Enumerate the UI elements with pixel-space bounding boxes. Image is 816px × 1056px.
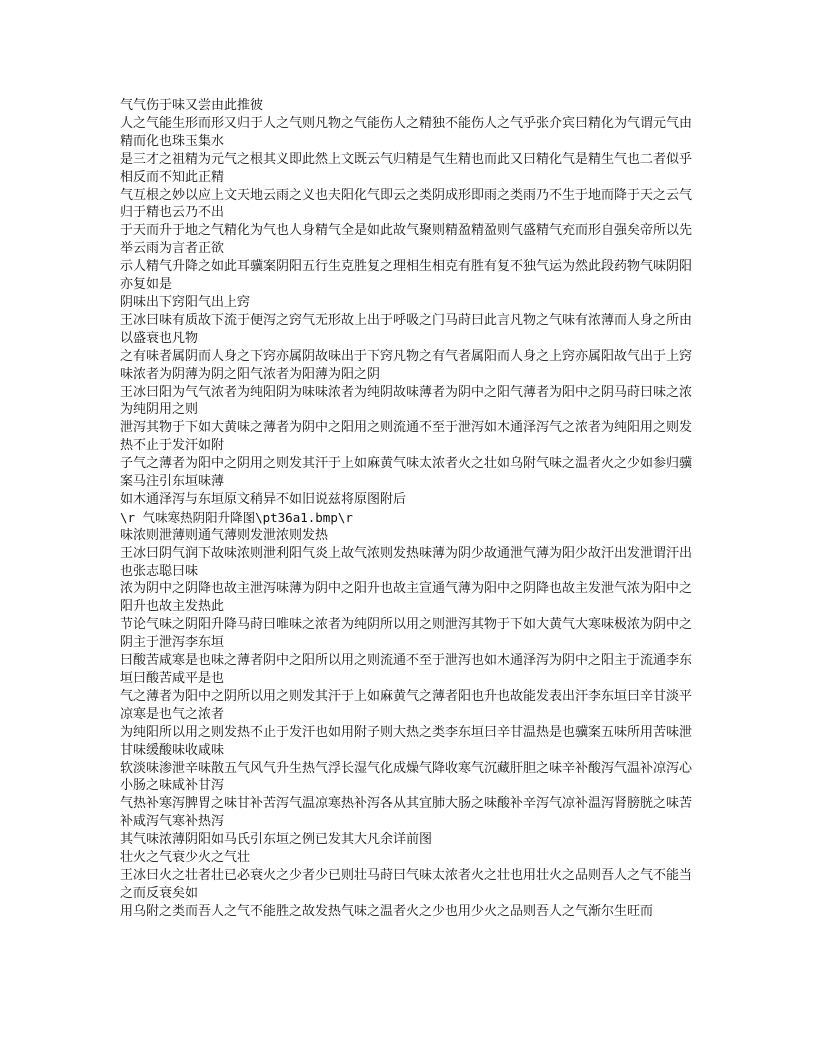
text-line: 于天而升于地之气精化为气也人身精气全是如此故气聚则精盈精盈则气盛精气充而形自强矣帝所以先举云雨为言者正欲 (120, 223, 693, 257)
text-line: 王冰曰阴气润下故味浓则泄利阳气炎上故气浓则发热味薄为阴少故通泄气薄为阳少故汗出发泄谓汗出也张志聪曰味 (120, 545, 693, 579)
text-line: 王冰曰味有质故下流于便泻之窍气无形故上出于呼吸之门马莳曰此言凡物之气味有浓薄而人身之所由以盛衰也凡物 (120, 312, 693, 346)
text-line: 王冰曰阳为气气浓者为纯阳阴为味味浓者为纯阴故味薄者为阴中之阳气薄者为阳中之阴马莳曰味之浓为纯阴用之则 (120, 384, 693, 418)
text-line: 气热补寒泻脾胃之味甘补苦泻气温凉寒热补泻各从其宜肺大肠之味酸补辛泻气凉补温泻肾膀胱之味苦补咸泻气寒补热泻 (120, 796, 693, 830)
text-line: 如木通泽泻与东垣原文稍异不如旧说兹将原图附后 (120, 491, 407, 507)
text-line: 泄泻其物于下如大黄味之薄者为阴中之阳用之则流通不至于泄泻如木通泽泻气之浓者为纯阳用之则发热不止于发汗如附 (120, 420, 693, 454)
text-line: 之有味者属阴而人身之下窍亦属阴故味出于下窍凡物之有气者属阳而人身之上窍亦属阳故气出于上窍 (120, 348, 693, 364)
text-line: 用乌附之类而吾人之气不能胜之故发热气味之温者火之少也用少火之品则吾人之气渐尔生旺而 (120, 903, 654, 919)
text-line: 气之薄者为阳中之阴所以用之则发其汗于上如麻黄气之薄者阳也升也故能发表出汗李东垣曰辛甘淡平凉寒是也气之浓者 (120, 688, 693, 722)
text-line: 曰酸苦咸寒是也味之薄者阴中之阳所以用之则流通不至于泄泻也如木通泽泻为阴中之阳主于流通李东垣曰酸苦咸平是也 (120, 653, 693, 686)
section-heading: 味浓则泄薄则通气薄则发泄浓则发热 (120, 527, 329, 543)
text-line: 是三才之祖精为元气之根其义即此然上文既云气归精是气生精也而此又曰精化气是精生气也二者似乎相反而不知此正精 (120, 151, 693, 185)
text-line: 子气之薄者为阳中之阴用之则发其汗于上如麻黄气味太浓者火之壮如乌附气味之温者火之少如参归骥案马注引东垣味薄 (120, 456, 693, 490)
text-line: 气气伤于味又尝由此推彼 (120, 98, 264, 113)
text-line: 软淡味渗泄辛味散五气风气升生热气浮长湿气化成燥气降收寒气沉藏肝胆之味辛补酸泻气温补凉泻心小肠之味咸补甘泻 (120, 760, 693, 794)
text-line: 人之气能生形而形又归于人之气则凡物之气能伤人之精独不能伤人之气乎张介宾曰精化为气谓元气由精而化也珠玉集水 (120, 115, 693, 149)
section-heading: 阴味出下窍阳气出上窍 (120, 294, 251, 310)
text-line: 王冰曰火之壮者壮已必衰火之少者少已则壮马莳曰气味太浓者火之壮也用壮火之品则吾人之气不能当之而反衰矣如 (120, 867, 693, 901)
figure-reference: \r 气味寒热阴阳升降图\pt36a1.bmp\r (120, 509, 353, 525)
text-line: 浓为阴中之阴降也故主泄泻味薄为阴中之阳升也故主宣通气薄为阳中之阴降也故主发泄气浓为阳中之阳升也故主发热此 (120, 581, 693, 615)
text-line: 为纯阳所以用之则发热不止于发汗也如用附子则大热之类李东垣曰辛甘温热是也骥案五味所用苦味泄甘味缓酸味收咸味 (120, 724, 693, 758)
document-page (120, 97, 698, 921)
text-line: 示人精气升降之如此耳骥案阴阳五行生克胜复之理相生相克有胜有复不独气运为然此段药物气味阴阳亦复如是 (120, 259, 693, 293)
text-line: 其气味浓薄阴阳如马氏引东垣之例已发其大凡余详前图 (120, 832, 433, 848)
text-line: 气互根之妙以应上文天地云雨之义也夫阳化气即云之类阴成形即雨之类雨乃不生于地而降于天之云气归于精也云乃不出 (120, 187, 693, 221)
section-heading: 壮火之气衰少火之气壮 (120, 850, 251, 866)
section-heading: 味浓者为阴薄为阴之阳气浓者为阳薄为阳之阴 (120, 366, 381, 382)
text-line: 节论气味之阴阳升降马莳曰唯味之浓者为纯阴所以用之则泄泻其物于下如大黄气大寒味极浓为阴中之阴主于泄泻李东垣 (120, 617, 693, 651)
